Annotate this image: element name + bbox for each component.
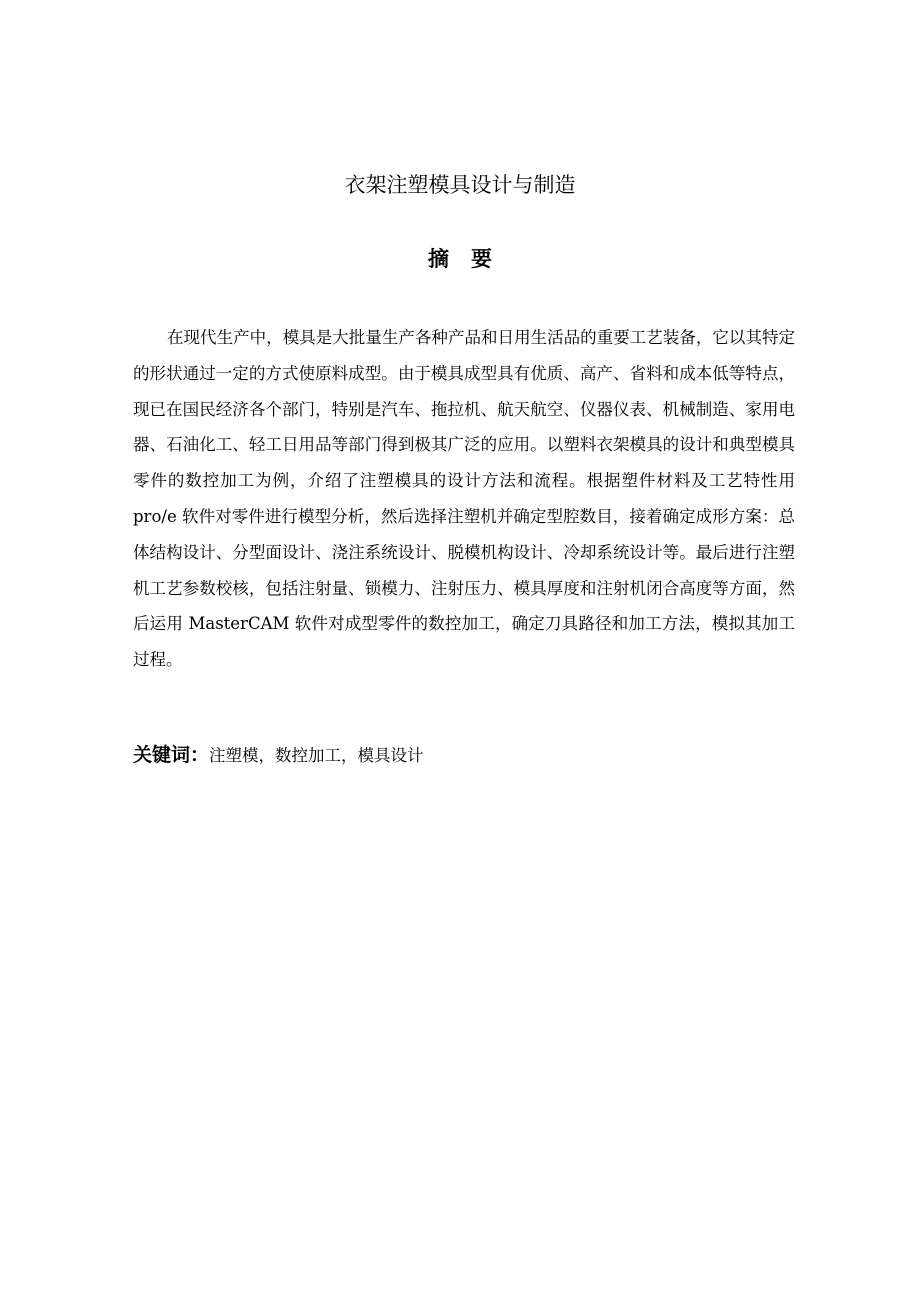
document-title: 衣架注塑模具设计与制造 <box>344 173 576 197</box>
keywords-label: 关键词： <box>133 744 210 766</box>
abstract-heading: 摘要 <box>428 247 514 271</box>
keywords-line <box>133 740 795 771</box>
abstract-body: 在现代生产中，模具是大批量生产各种产品和日用生活品的重要工艺装备，它以其特定的形状通过一定的方式使原料成型。由于模具成型具有优质、高产、省料和成本低等特点，现已在国民经济各个部门，特别是汽车、拖拉机、航天航空、仪器仪表、机械制造、家用电器、石油化工、轻工日用品等部门得到极其广泛的应用。以塑料衣架模具的设计和典型模具零件的数控加工为例，介绍了注塑模具的设计方法和流程。根据塑件材料及工艺特性用 pro/e 软件对零件进行模型分析，然后选择注塑机并确定型腔数目，接着确定成形方案：总体结构设计、分型面设计、浇注系统设计、脱模机构设计、冷却系统设计等。最后进行注塑机工艺参数校核，包括注射量、锁模力、注射压力、模具厚度和注射机闭合高度等方面，然后运用 MasterCAM 软件对成型零件的数控加工，确定刀具路径和加工方法，模拟其加工过程。 <box>133 328 795 670</box>
keywords-value: 注塑模，数控加工，模具设计 <box>209 746 424 765</box>
